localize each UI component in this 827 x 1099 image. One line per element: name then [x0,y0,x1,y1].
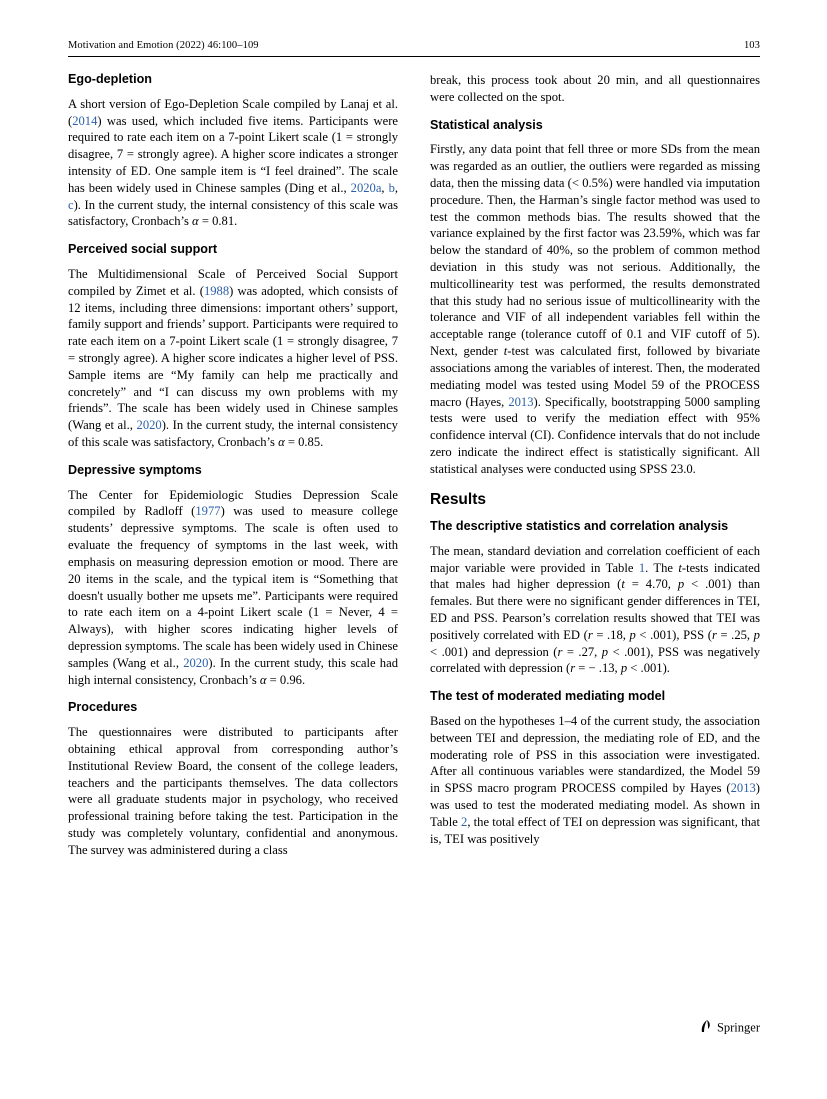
table-reference-1[interactable]: 1 [638,560,646,575]
left-column [68,72,398,871]
citation-link-hayes-2013-b[interactable]: 2013 [730,781,756,796]
section-heading-moderated-mediating-model: The test of moderated mediating model [430,689,666,704]
citation-link-radloff-1977[interactable]: 1977 [195,504,221,519]
citation-link-ding-2020c[interactable]: c [68,197,74,212]
paragraph-perceived-social-support: The Multidimensional Scale of Perceived Social Support compiled by Zimet et al. (1988) was adopted, which consists of 12 items, including three dimensions: important others’ support, family support and friends’ support. Participants were required to rate each item on a 7-point Likert scale (1 = strongly disagree, 7 = strongly agree). A higher score indicates a higher level of PSS. Sample items are “My family can help me practically and concretely” and “I can discuss my own problems with my friends”. The scale has been widely used in Chinese samples (Wang et al., 2020). In the current study, the internal consistency of this scale was satisfactory, Cronbach’s α = 0.85. [68,266,398,450]
citation-link-zimet-1988[interactable]: 1988 [203,283,230,298]
section-heading-results: Results [430,490,486,508]
citation-link-wang-2020-a[interactable]: 2020 [136,418,162,433]
table-reference-2[interactable]: 2 [461,814,468,829]
journal-citation-line: Motivation and Emotion (2022) 46:100–109 [68,40,259,51]
paragraph-procedures-continued: break, this process took about 20 min, and all questionnaires were collected on the spot. [430,73,760,104]
section-heading-descriptive-statistics: The descriptive statistics and correlation analysis [430,518,729,533]
publisher-name: Springer [716,1020,760,1035]
section-heading-perceived-social-support: Perceived social support [68,242,218,257]
citation-link-wang-2020-b[interactable]: 2020 [183,655,209,670]
section-heading-procedures: Procedures [68,700,138,715]
section-heading-depressive-symptoms: Depressive symptoms [68,462,202,477]
paragraph-moderated-mediating-model: Based on the hypotheses 1–4 of the current study, the association between TEI and depression, the mediating role of ED, and the moderating role of PSS in this association were investigated. After all continuous variables were standardized, the Model 59 in SPSS macro program PROCESS compiled by Hayes (2013) was used to test the moderated mediating model. As shown in Table 2, the total effect of TEI on depression was significant, that is, TEI was positively [430,713,760,846]
paragraph-statistical-analysis: Firstly, any data point that fell three or more SDs from the mean was regarded as an outlier, the outliers were regarded as missing data, then the missing data (< 0.5%) were handled via imputation procedure. Then, the Harman’s single factor method was used to test the common methods bias. The results showed that the variance explained by the first factor was 23.59%, which was far below the standard of 40%, so the problem of common method deviation in this study was not serious. Additionally, the multicollinearity test was performed, the results demonstrated that this study had no serious issue of multicollinearity with the tolerance and VIF of all independent variables fell within the acceptable range (tolerance cutoff of 0.1 and VIF cutoff of 5). Next, gender t-test was calculated first, followed by bivariate associations among the variables of interest. Then, the moderated mediating model was tested using Model 59 of the PROCESS macro (Hayes, 2013). Specifically, bootstrapping 5000 sampling tests were used to verify the mediation effect with 95% confidence interval (CI). Confidence intervals that do not include zero indicate the indirect effect is statistically significant. All statistical analyses were conducted using SPSS 23.0. [430,142,760,476]
citation-link-ding-2020a[interactable]: 2020a [350,180,382,195]
page-footer [68,1018,760,1038]
citation-link-ding-2020b[interactable]: b [388,180,395,195]
citation-link-lanaj-2014[interactable]: 2014 [72,113,98,128]
paragraph-depressive-symptoms: The Center for Epidemiologic Studies Depression Scale compiled by Radloff (1977) was used to measure college students’ depressive symptoms. The scale is often used to evaluate the frequency of symptoms in the last week, with emphasis on measuring depression emotion or mood. There are 20 items in the scale, and the typical item is “Something that doesn't usually bother me upsets me”. Participants were required to rate each item on a 4-point Likert scale (1 = Never, 4 = Always), with higher scores indicating higher levels of depression symptoms. The scale has been widely used in Chinese samples (Wang et al., 2020). In the current study, this scale had high internal consistency, Cronbach’s α = 0.96. [68,487,398,687]
paragraph-procedures: The questionnaires were distributed to participants after obtaining ethical approval from corresponding author’s Institutional Review Board, the consent of the college leaders, teachers and the participants themselves. The data collectors were all graduate students major in psychology, who received professional training before taking the test. Participation in the study was completely voluntary, confidential and anonymous. The survey was administered during a class [68,725,398,857]
springer-logo-icon [699,1018,713,1038]
page-number: 103 [743,40,760,51]
right-column [430,72,760,871]
paragraph-ego-depletion: A short version of Ego-Depletion Scale compiled by Lanaj et al. (2014) was used, which included five items. Participants were required to rate each item on a 7-point Likert scale (1 = strongly disagree, 7 = strongly agree). A higher score indicates a stronger intensity of ED. One sample item is “I feel drained”. The scale has been widely used in Chinese samples (Ding et al., 2020a, b, c). In the current study, the internal consistency of this scale was satisfactory, Cronbach’s α = 0.81. [68,96,399,229]
running-head [68,40,760,57]
section-heading-statistical-analysis: Statistical analysis [430,117,543,132]
section-heading-ego-depletion: Ego-depletion [68,72,152,86]
two-column-body [68,72,760,871]
paragraph-descriptive-statistics: The mean, standard deviation and correlation coefficient of each major variable were provided in Table 1. The t-tests indicated that males had higher depression (t = 4.70, p < .001) than females. But there were no significant gender differences in TEI, ED and PSS. Pearson’s correlation results showed that TEI was positively correlated with ED (r = .18, p < .001), PSS (r = .25, p < .001) and depression (r = .27, p < .001), PSS was negatively correlated with depression (r = − .13, p < .001). [430,543,760,676]
citation-link-hayes-2013-a[interactable]: 2013 [508,394,534,409]
